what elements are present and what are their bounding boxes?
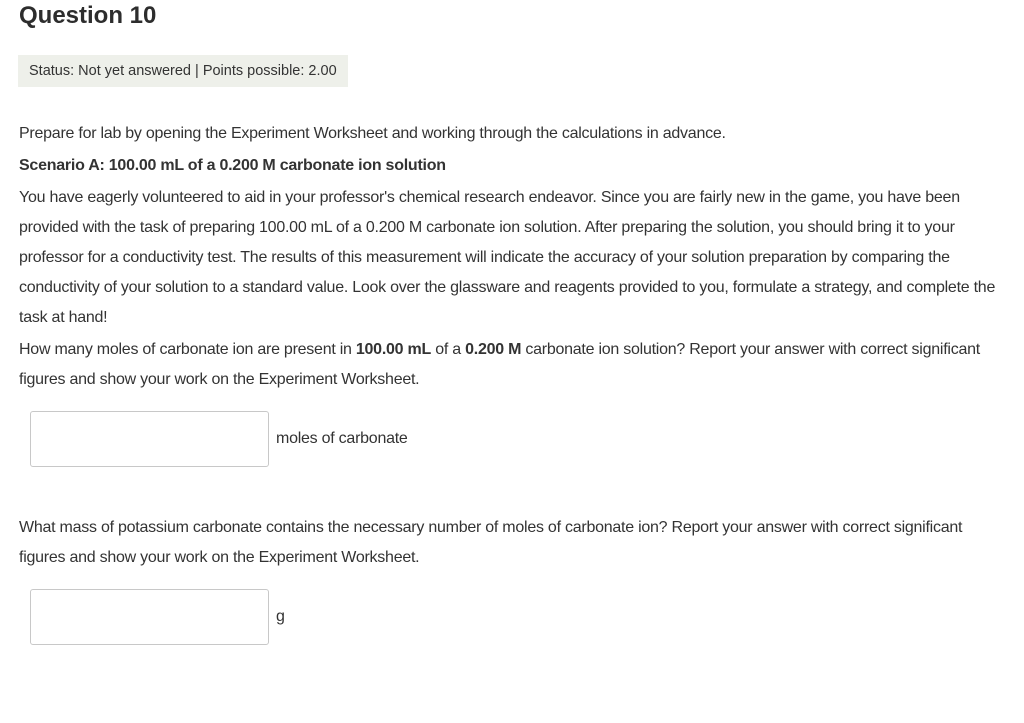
scenario-title: Scenario A: 100.00 mL of a 0.200 M carbonate ion solution: [19, 157, 446, 174]
q1-molarity: 0.200 M: [465, 341, 522, 358]
question-title: Question 10: [19, 2, 157, 29]
grams-unit-label: g: [276, 608, 285, 625]
mass-answer-input[interactable]: [30, 589, 269, 645]
answer-row-2: [19, 589, 1009, 645]
q1-text-1: How many moles of carbonate ion are present in: [19, 341, 356, 358]
q1-text-3: carbonate ion solution? Report your answer with correct significant figures and show your work on the Experiment Worksheet.: [19, 341, 980, 388]
q1-text-2: of a: [431, 341, 466, 358]
moles-unit-label: moles of carbonate: [276, 430, 408, 447]
scenario-text: You have eagerly volunteered to aid in your professor's chemical research endeavor. Since you are fairly new in the game, you have been provided with the task of preparing 100.00 mL of a 0.200 M carbonate ion solution. After preparing the solution, you should bring it to your professor for a conductivity test. The results of this measurement will indicate the accuracy of your solution preparation by comparing the conductivity of your solution to a standard value. Look over the glassware and reagents provided to you, formulate a strategy, and complete the task at hand!: [19, 189, 996, 326]
question-1-text: [19, 335, 1009, 395]
intro-text: Prepare for lab by opening the Experiment Worksheet and working through the calculations in advance.: [19, 125, 726, 142]
question-2-text: What mass of potassium carbonate contains the necessary number of moles of carbonate ion? Report your answer with correct significant figures and show your work on the Experiment Worksheet.: [19, 519, 963, 566]
status-badge: Status: Not yet answered | Points possible: 2.00: [18, 55, 348, 87]
moles-answer-input[interactable]: [30, 411, 269, 467]
question-body: [19, 119, 1009, 645]
q1-volume: 100.00 mL: [355, 341, 432, 358]
answer-row-1: [19, 411, 1009, 467]
